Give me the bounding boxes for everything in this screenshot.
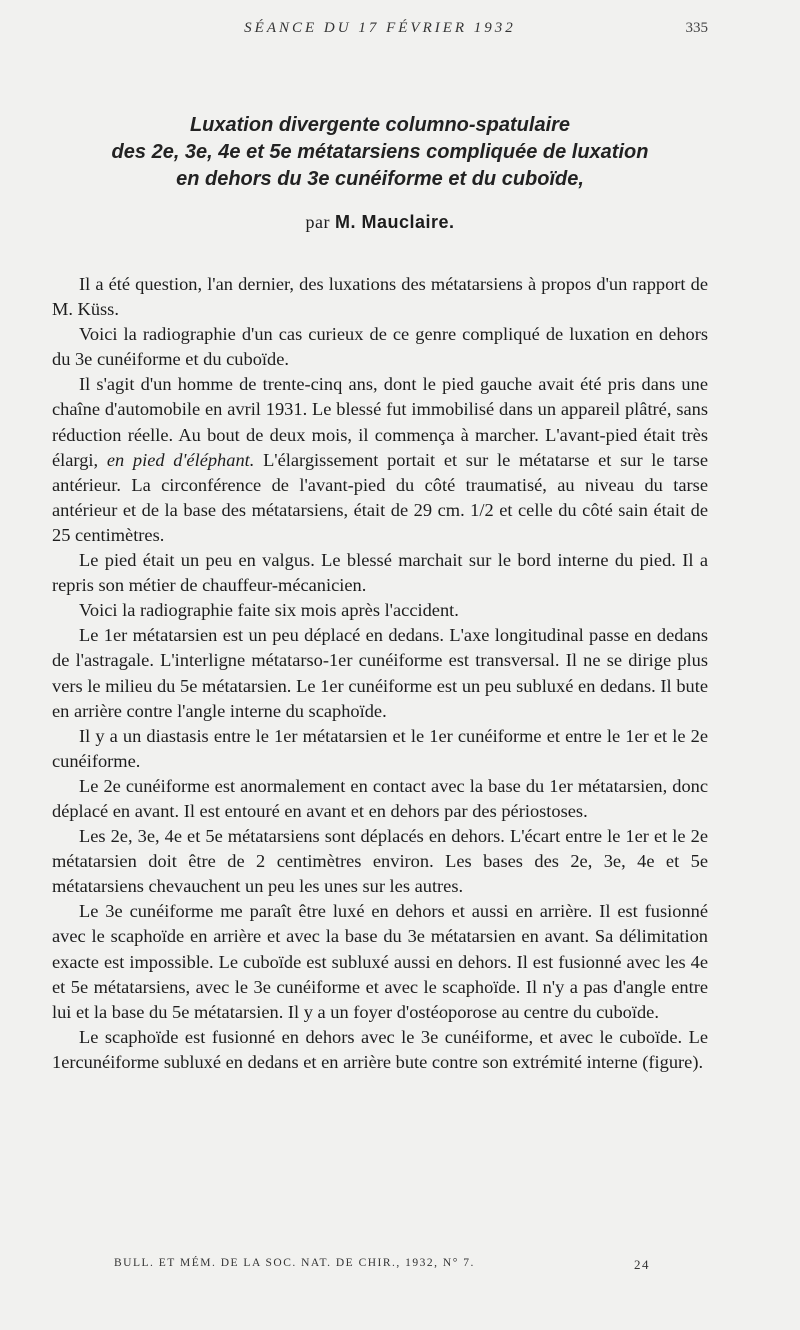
paragraph-1: Il a été question, l'an dernier, des luxations des métatarsiens à propos d'un rapport de M. Küss. <box>52 274 708 320</box>
article-body <box>52 272 708 1075</box>
paragraph-3 <box>52 372 708 548</box>
author-prefix: par <box>305 212 330 232</box>
paragraph-4: Le pied était un peu en valgus. Le blessé marchait sur le bord interne du pied. Il a repris son métier de chauffeur-mécanicien. <box>52 550 708 596</box>
author-name: M. Mauclaire. <box>334 212 455 232</box>
paragraph-3-italic: en pied d'éléphant. <box>106 449 255 470</box>
article-title <box>52 112 708 193</box>
author-line <box>52 212 708 233</box>
paragraph-6: Le 1er métatarsien est un peu déplacé en dedans. L'axe longitudinal passe en dedans de l'astragale. L'interligne métatarso-1er cunéiforme est transversal. Il ne se dirige plus vers le milieu du 5e métatarsien. Le 1er cunéiforme est un peu subluxé en dedans. Il bute en arrière contre l'angle interne du scaphoïde. <box>52 625 708 721</box>
paragraph-3-part-a: Il s'agit d'un homme de trente-cinq ans, dont le pied gauche avait été pris dans une chaîne d'automobile en avril 1931. Le blessé fut immobilisé dans un appareil plâtré, sans réduction réelle. Au bout de deux mois, il commença à marcher. L'avant-pied était très élargi, <box>52 374 708 470</box>
title-line-2: des 2e, 3e, 4e et 5e métatarsiens compliquée de luxation <box>111 141 649 163</box>
footer-signature: 24 <box>634 1257 650 1272</box>
paragraph-10: Le 3e cunéiforme me paraît être luxé en dehors et aussi en arrière. Il est fusionné avec le scaphoïde en arrière et avec la base du 3e métatarsien en avant. Sa délimitation exacte est impossible. Le cuboïde est subluxé aussi en dehors. Il est fusionné avec les 4e et 5e métatarsiens, avec le 3e cunéiforme et avec le scaphoïde. Il n'y a pas d'angle entre lui et la base du 5e métatarsien. Il y a un foyer d'ostéoporose au centre du cuboïde. <box>52 901 708 1022</box>
paragraph-7: Il y a un diastasis entre le 1er métatarsien et le 1er cunéiforme et entre le 1er et le 2e cunéiforme. <box>52 725 708 771</box>
paragraph-5: Voici la radiographie faite six mois après l'accident. <box>79 600 459 621</box>
page-number: 335 <box>685 20 708 36</box>
paragraph-9: Les 2e, 3e, 4e et 5e métatarsiens sont déplacés en dehors. L'écart entre le 1er et le 2e métatarsien doit être de 2 centimètres environ. Les bases des 2e, 3e, 4e et 5e métatarsiens chevauchent un peu les unes sur les autres. <box>52 826 708 897</box>
running-head: SÉANCE DU 17 FÉVRIER 1932 <box>244 20 516 36</box>
title-line-1: Luxation divergente columno-spatulaire <box>189 114 571 136</box>
paragraph-11: Le scaphoïde est fusionné en dehors avec le 3e cunéiforme, et avec le cuboïde. Le 1ercunéiforme subluxé en dedans et en arrière bute contre son extrémité interne (figure). <box>52 1026 708 1072</box>
paragraph-8: Le 2e cunéiforme est anormalement en contact avec la base du 1er métatarsien, donc déplacé en avant. Il est entouré en avant et en dehors par des périostoses. <box>52 775 708 821</box>
paragraph-3-part-b: L'élargissement portait et sur le métatarse et sur le tarse antérieur. La circonférence de l'avant-pied du côté traumatisé, au niveau du tarse antérieur et de la base des métatarsiens, était de 29 cm. 1/2 et celle du côté sain était de 25 centimètres. <box>52 449 708 545</box>
title-line-3: en dehors du 3e cunéiforme et du cuboïde, <box>176 168 584 190</box>
footer-citation: BULL. ET MÉM. DE LA SOC. NAT. DE CHIR., 1932, N° 7. <box>114 1257 475 1269</box>
paragraph-2: Voici la radiographie d'un cas curieux de ce genre compliqué de luxation en dehors du 3e cunéiforme et du cuboïde. <box>52 324 708 370</box>
